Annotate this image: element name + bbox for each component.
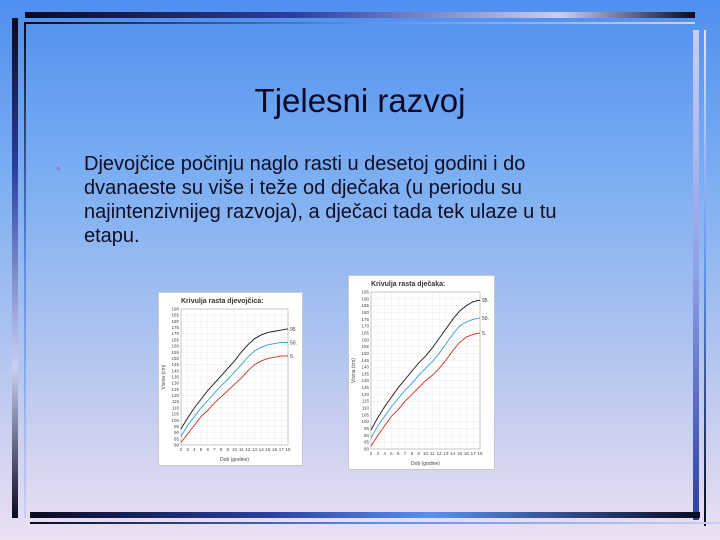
bullet-item: [56, 152, 616, 248]
boys-series-label-1: 50.: [482, 315, 489, 322]
girls-series-label-2: 5.: [290, 353, 295, 360]
girls-y-tick-label: 115: [171, 399, 179, 405]
boys-y-tick-label: 130: [361, 378, 369, 384]
boys-y-tick-label: 125: [361, 385, 369, 391]
boys-y-tick-label: 115: [361, 398, 369, 404]
girls-x-tick-label: 6: [206, 447, 210, 452]
boys-y-tick-label: 165: [361, 330, 369, 336]
boys-x-axis-label: Dob (godine): [411, 461, 440, 467]
boys-x-tick-label: 5: [390, 451, 393, 456]
girls-y-axis-label: Visina (cm): [161, 364, 167, 390]
boys-x-tick-label: 11: [429, 451, 435, 456]
slide-title: Tjelesni razvoj: [254, 82, 466, 119]
girls-y-tick-label: 90: [173, 430, 179, 436]
boys-y-tick-label: 160: [361, 337, 369, 343]
boys-x-tick-label: 13: [443, 451, 449, 456]
boys-x-tick-label: 15: [457, 451, 463, 456]
girls-y-tick-label: 135: [171, 374, 179, 380]
boys-y-tick-label: 110: [361, 405, 369, 411]
boys-x-tick-label: 12: [436, 451, 442, 456]
boys-y-axis-label: Visina (cm): [351, 358, 357, 383]
girls-x-tick-label: 16: [272, 447, 278, 452]
boys-x-tick-label: 9: [417, 451, 420, 456]
boys-x-tick-label: 4: [383, 451, 386, 456]
boys-y-tick-label: 135: [361, 371, 369, 377]
girls-x-tick-label: 17: [278, 447, 284, 452]
girls-y-tick-label: 105: [171, 411, 179, 417]
girls-y-tick-label: 100: [171, 417, 179, 423]
boys-y-tick-label: 90: [363, 432, 369, 438]
girls-chart-title: Krivulja rasta djevojčica:: [181, 298, 264, 305]
girls-y-tick-label: 165: [171, 337, 179, 343]
girls-y-tick-label: 125: [171, 386, 179, 392]
girls-y-tick-label: 155: [171, 349, 179, 355]
girls-y-tick-label: 95: [173, 423, 179, 429]
girls-x-tick-label: 18: [285, 447, 291, 452]
girls-x-tick-label: 3: [186, 447, 189, 452]
boys-y-tick-label: 80: [363, 446, 369, 452]
boys-y-tick-label: 145: [361, 357, 369, 363]
girls-x-tick-label: 5: [199, 447, 203, 452]
boys-x-tick-label: 3: [376, 451, 380, 456]
girls-growth-chart-svg: [159, 293, 302, 465]
girls-growth-chart: [158, 292, 303, 466]
boys-y-tick-label: 155: [361, 344, 369, 350]
boys-y-tick-label: 85: [363, 439, 369, 445]
boys-y-tick-label: 185: [361, 303, 369, 309]
boys-y-tick-label: 170: [361, 323, 369, 329]
girls-x-tick-label: 2: [179, 447, 183, 452]
bullet-text: Djevojčice počinju naglo rasti u desetoj godini i do dvanaeste su više i teže od dječaka (u periodu su najintenzivnijeg razvoja), a dječaci tada tek ulaze u tu etapu.: [84, 153, 557, 247]
girls-x-axis-label: Dob (godine): [220, 457, 249, 463]
top-frame-bar: [25, 12, 695, 18]
girls-y-tick-label: 150: [171, 355, 179, 361]
boys-x-tick-label: 10: [422, 451, 429, 456]
girls-y-tick-label: 80: [173, 442, 179, 448]
girls-x-tick-label: 7: [213, 447, 216, 452]
girls-y-tick-label: 130: [171, 380, 179, 386]
boys-x-tick-label: 16: [463, 451, 469, 456]
girls-x-tick-label: 11: [238, 447, 244, 452]
boys-y-tick-label: 105: [361, 412, 369, 418]
boys-y-tick-label: 100: [361, 419, 369, 425]
boys-y-tick-label: 175: [361, 316, 369, 322]
girls-series-label-1: 50.: [290, 340, 297, 347]
girls-y-tick-label: 190: [171, 306, 179, 312]
girls-y-tick-label: 175: [171, 325, 179, 331]
girls-y-tick-label: 85: [173, 436, 179, 442]
boys-growth-chart-svg: [349, 276, 494, 469]
boys-y-tick-label: 120: [361, 391, 369, 397]
boys-x-tick-label: 6: [396, 451, 400, 456]
girls-y-tick-label: 160: [171, 343, 179, 349]
bottom-frame-bar-thin: [30, 522, 720, 524]
girls-x-tick-label: 8: [219, 447, 223, 452]
girls-x-tick-label: 12: [245, 447, 251, 452]
bullet-marker: •: [56, 160, 61, 176]
boys-x-tick-label: 17: [470, 451, 476, 456]
boys-y-tick-label: 190: [361, 296, 369, 302]
girls-x-tick-label: 15: [265, 447, 271, 452]
boys-y-tick-label: 150: [361, 350, 369, 356]
boys-series-label-2: 5.: [482, 330, 487, 337]
boys-x-tick-label: 2: [369, 451, 373, 456]
top-frame-bar-thin: [25, 22, 695, 24]
boys-x-tick-label: 18: [477, 451, 483, 456]
girls-y-tick-label: 140: [171, 368, 179, 374]
bottom-frame-bar: [30, 512, 700, 518]
boys-y-tick-label: 195: [361, 289, 369, 295]
girls-y-tick-label: 145: [171, 362, 179, 368]
girls-y-tick-label: 170: [171, 331, 179, 337]
girls-y-tick-label: 120: [171, 393, 179, 399]
girls-y-tick-label: 185: [171, 312, 179, 318]
girls-x-tick-label: 13: [252, 447, 258, 452]
girls-x-tick-label: 9: [226, 447, 230, 452]
boys-y-tick-label: 140: [361, 364, 369, 370]
boys-growth-chart: [348, 275, 495, 470]
boys-x-tick-label: 8: [410, 451, 414, 456]
girls-y-tick-label: 180: [171, 318, 179, 324]
girls-x-tick-label: 4: [193, 447, 196, 452]
girls-x-tick-label: 10: [231, 447, 238, 452]
girls-y-tick-label: 110: [171, 405, 179, 411]
boys-series-label-0: 95.: [482, 298, 489, 305]
boys-y-tick-label: 95: [363, 426, 369, 432]
boys-y-tick-label: 180: [361, 309, 369, 315]
girls-series-label-0: 95: [290, 326, 296, 333]
girls-x-tick-label: 14: [258, 447, 264, 452]
boys-x-tick-label: 7: [403, 451, 407, 456]
boys-chart-title: Krivulja rasta dječaka:: [371, 281, 446, 288]
boys-x-tick-label: 14: [450, 451, 456, 456]
